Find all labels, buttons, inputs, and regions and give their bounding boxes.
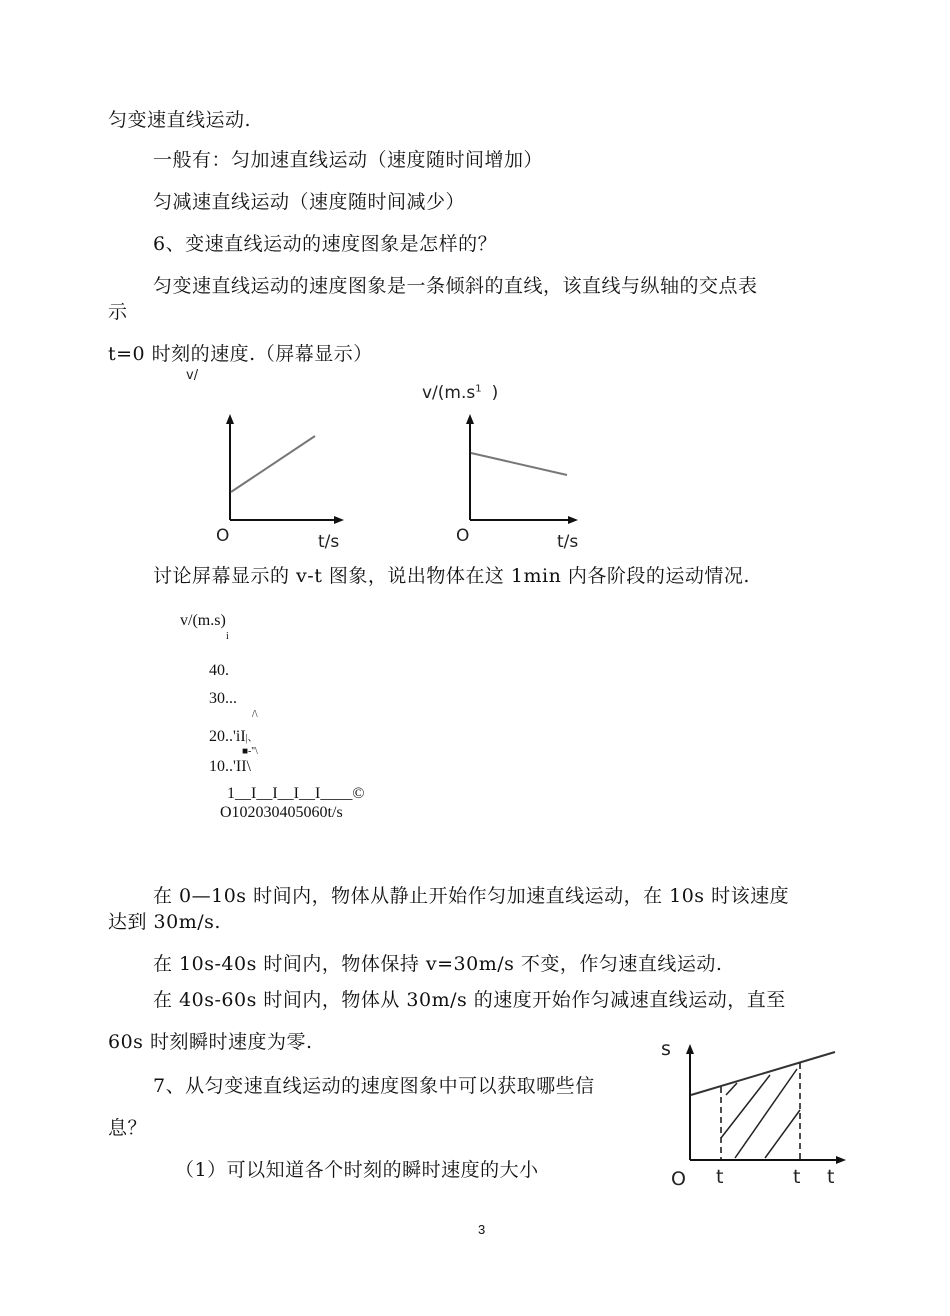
figure-3-x-label: t	[827, 1166, 835, 1188]
paragraph-graph-line-b: 示	[108, 301, 128, 323]
answer-7-item-1: （1）可以知道各个时刻的瞬时速度的大小	[175, 1159, 539, 1181]
ocr-chart-x-axis: 1__I__I__I__I____©	[227, 785, 365, 802]
figure-2-origin: O	[456, 526, 470, 546]
ocr-chart-marker: ■-''\	[242, 746, 258, 757]
ocr-chart-tick-30: 30...	[209, 690, 237, 707]
paragraph-phase-1a: 在 0—10s 时间内，物体从静止开始作匀加速直线运动，在 10s 时该速度	[153, 885, 790, 907]
figure-3-t2-label: t	[793, 1166, 801, 1188]
figure-1-x-label: t/s	[318, 532, 340, 552]
ocr-chart-tick-10: 10..'II\	[209, 758, 251, 775]
figure-2-graph	[466, 414, 578, 524]
figure-1-origin: O	[216, 526, 230, 546]
figure-1-y-label: v/	[186, 368, 199, 383]
paragraph-phase-3a: 在 40s-60s 时间内，物体从 30m/s 的速度开始作匀减速直线运动，直至	[153, 989, 786, 1011]
paragraph-phase-2: 在 10s-40s 时间内，物体保持 v=30m/s 不变，作匀速直线运动.	[153, 953, 723, 975]
ocr-chart-y-label-sub: i	[226, 631, 229, 642]
page-number: 3	[478, 1222, 486, 1237]
ocr-chart-y-label: v/(m.s)	[180, 612, 226, 629]
ocr-chart-x-ticks: O102030405060t/s	[220, 804, 343, 821]
figure-1-graph	[226, 414, 344, 524]
figure-3-origin: O	[671, 1168, 686, 1190]
paragraph-phase-1b: 达到 30m/s.	[108, 911, 221, 933]
paragraph-acceleration: 一般有：匀加速直线运动（速度随时间增加）	[153, 149, 544, 171]
paragraph-uniform-motion: 匀变速直线运动.	[108, 109, 252, 131]
paragraph-graph-line-a: 匀变速直线运动的速度图象是一条倾斜的直线，该直线与纵轴的交点表	[153, 275, 758, 297]
ocr-chart-peak-mark: /\	[252, 709, 258, 720]
paragraph-phase-3b: 60s 时刻瞬时速度为零.	[108, 1031, 313, 1053]
paragraph-deceleration: 匀减速直线运动（速度随时间减少）	[153, 191, 466, 213]
ocr-chart-tick-40: 40.	[209, 662, 229, 679]
figure-2-x-label: t/s	[557, 532, 579, 552]
question-6: 6、变速直线运动的速度图象是怎样的？	[153, 233, 498, 255]
paragraph-initial-velocity: t=0 时刻的速度.（屏幕显示）	[108, 343, 373, 365]
figure-3-t1-label: t	[716, 1166, 724, 1188]
ocr-chart-tick-20: 20..'iI|、	[209, 728, 258, 745]
question-7a: 7、从匀变速直线运动的速度图象中可以获取哪些信	[153, 1075, 595, 1097]
figure-3-y-label: s	[661, 1038, 671, 1060]
figure-2-y-label: $v/(m.s^1$ )	[422, 383, 499, 403]
figure-3-graph	[686, 1044, 846, 1164]
paragraph-discussion: 讨论屏幕显示的 v-t 图象，说出物体在这 1min 内各阶段的运动情况.	[153, 565, 750, 587]
question-7b: 息？	[108, 1117, 148, 1139]
